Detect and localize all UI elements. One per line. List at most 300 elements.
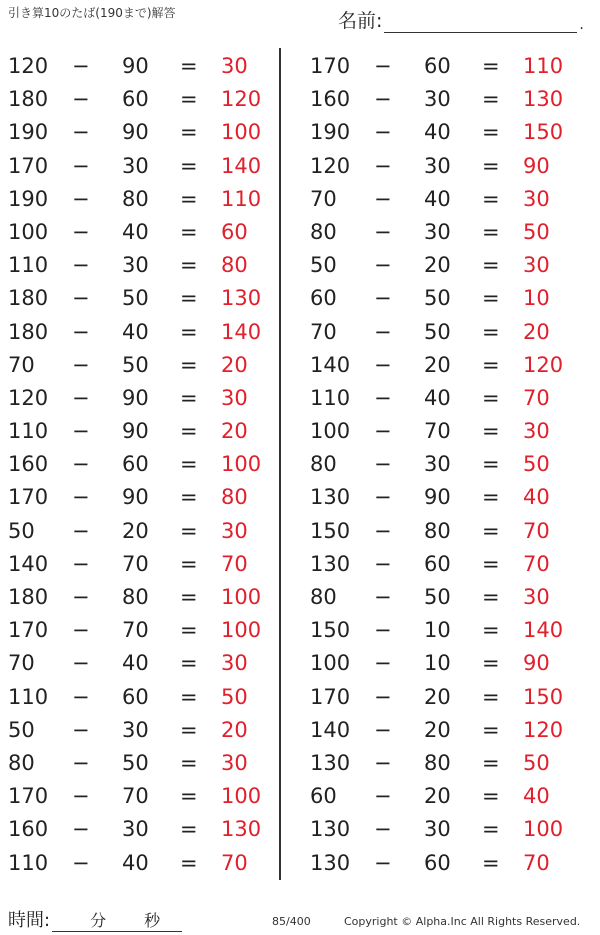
answer: 20 bbox=[221, 419, 248, 444]
answer: 20 bbox=[221, 717, 248, 742]
equals-sign: = bbox=[482, 54, 500, 78]
minuend: 170 bbox=[8, 485, 49, 510]
subtrahend: 90 bbox=[122, 419, 149, 444]
subtrahend: 50 bbox=[424, 585, 451, 609]
minuend: 60 bbox=[310, 784, 337, 809]
problem-row bbox=[302, 382, 592, 415]
subtrahend: 70 bbox=[122, 618, 149, 643]
equals-sign: = bbox=[482, 784, 500, 809]
subtrahend: 10 bbox=[424, 618, 451, 643]
minus-sign: − bbox=[374, 651, 392, 676]
name-label: 名前: bbox=[338, 10, 383, 32]
minuend: 70 bbox=[8, 352, 35, 377]
subtrahend: 40 bbox=[424, 186, 451, 211]
answer: 50 bbox=[523, 750, 550, 775]
subtrahend: 80 bbox=[122, 585, 149, 609]
equals-sign: = bbox=[482, 485, 500, 510]
problem-row bbox=[302, 681, 592, 714]
worksheet-title: 引き算10のたば(190まで)解答 bbox=[8, 6, 176, 20]
answer: 100 bbox=[221, 784, 262, 809]
minuend: 190 bbox=[8, 120, 49, 145]
name-blank-line bbox=[384, 12, 577, 33]
minus-sign: − bbox=[374, 850, 392, 875]
minus-sign: − bbox=[72, 485, 90, 510]
minus-sign: − bbox=[374, 54, 392, 78]
minus-sign: − bbox=[374, 153, 392, 178]
answer: 70 bbox=[523, 850, 550, 875]
problem-row bbox=[0, 116, 290, 149]
minus-sign: − bbox=[374, 585, 392, 609]
minuend: 110 bbox=[8, 850, 49, 875]
subtrahend: 80 bbox=[122, 186, 149, 211]
page-number: 85/400 bbox=[272, 915, 311, 928]
minus-sign: − bbox=[72, 452, 90, 477]
subtrahend: 20 bbox=[122, 518, 149, 543]
equals-sign: = bbox=[482, 717, 500, 742]
equals-sign: = bbox=[180, 518, 198, 543]
subtrahend: 40 bbox=[424, 385, 451, 410]
equals-sign: = bbox=[180, 352, 198, 377]
problem-row bbox=[302, 481, 592, 514]
problem-row bbox=[0, 548, 290, 581]
answer: 90 bbox=[523, 651, 550, 676]
answer: 30 bbox=[221, 651, 248, 676]
problem-row bbox=[302, 116, 592, 149]
minus-sign: − bbox=[374, 717, 392, 742]
equals-sign: = bbox=[482, 186, 500, 211]
answer: 30 bbox=[523, 253, 550, 278]
answer: 30 bbox=[221, 54, 248, 78]
minuend: 140 bbox=[310, 717, 351, 742]
minus-sign: − bbox=[374, 485, 392, 510]
equals-sign: = bbox=[482, 750, 500, 775]
problem-row bbox=[302, 83, 592, 116]
equals-sign: = bbox=[482, 319, 500, 344]
minus-sign: − bbox=[72, 551, 90, 576]
answer: 30 bbox=[221, 750, 248, 775]
problem-row bbox=[302, 415, 592, 448]
minuend: 180 bbox=[8, 319, 49, 344]
minus-sign: − bbox=[374, 253, 392, 278]
minuend: 170 bbox=[8, 153, 49, 178]
minus-sign: − bbox=[72, 651, 90, 676]
subtrahend: 40 bbox=[424, 120, 451, 145]
problem-row bbox=[0, 183, 290, 216]
answer: 10 bbox=[523, 286, 550, 311]
minus-sign: − bbox=[72, 319, 90, 344]
subtrahend: 30 bbox=[424, 219, 451, 244]
answer: 50 bbox=[523, 219, 550, 244]
answer: 130 bbox=[221, 286, 262, 311]
minus-sign: − bbox=[374, 750, 392, 775]
answer: 150 bbox=[523, 120, 564, 145]
answer: 120 bbox=[523, 352, 564, 377]
minus-sign: − bbox=[72, 186, 90, 211]
subtrahend: 20 bbox=[424, 253, 451, 278]
minuend: 170 bbox=[310, 684, 351, 709]
subtrahend: 90 bbox=[122, 385, 149, 410]
problem-row bbox=[302, 780, 592, 813]
subtrahend: 40 bbox=[122, 651, 149, 676]
problem-row bbox=[302, 249, 592, 282]
problem-row bbox=[302, 647, 592, 680]
equals-sign: = bbox=[180, 253, 198, 278]
equals-sign: = bbox=[482, 585, 500, 609]
subtrahend: 90 bbox=[122, 54, 149, 78]
problem-row bbox=[302, 150, 592, 183]
problem-row bbox=[0, 581, 290, 614]
subtrahend: 30 bbox=[424, 817, 451, 842]
subtrahend: 50 bbox=[424, 286, 451, 311]
subtrahend: 10 bbox=[424, 651, 451, 676]
equals-sign: = bbox=[180, 750, 198, 775]
left-problem-column bbox=[0, 50, 290, 880]
problem-row bbox=[0, 50, 290, 83]
answer: 30 bbox=[221, 385, 248, 410]
problem-row bbox=[0, 83, 290, 116]
minuend: 80 bbox=[310, 585, 337, 609]
minus-sign: − bbox=[72, 286, 90, 311]
minuend: 180 bbox=[8, 87, 49, 112]
minus-sign: − bbox=[72, 219, 90, 244]
minuend: 130 bbox=[310, 817, 351, 842]
subtrahend: 60 bbox=[424, 551, 451, 576]
answer: 130 bbox=[221, 817, 262, 842]
answer: 50 bbox=[221, 684, 248, 709]
minus-sign: − bbox=[374, 551, 392, 576]
minus-sign: − bbox=[72, 253, 90, 278]
minus-sign: − bbox=[374, 385, 392, 410]
minuend: 170 bbox=[8, 784, 49, 809]
minuend: 140 bbox=[310, 352, 351, 377]
problem-row bbox=[0, 150, 290, 183]
equals-sign: = bbox=[482, 385, 500, 410]
equals-sign: = bbox=[482, 452, 500, 477]
minuend: 190 bbox=[310, 120, 351, 145]
problem-row bbox=[0, 415, 290, 448]
problem-row bbox=[0, 515, 290, 548]
subtrahend: 30 bbox=[424, 153, 451, 178]
subtrahend: 60 bbox=[122, 87, 149, 112]
minus-sign: − bbox=[72, 518, 90, 543]
minus-sign: − bbox=[374, 518, 392, 543]
equals-sign: = bbox=[180, 850, 198, 875]
subtrahend: 30 bbox=[122, 817, 149, 842]
minuend: 120 bbox=[8, 54, 49, 78]
minuend: 150 bbox=[310, 618, 351, 643]
subtrahend: 30 bbox=[424, 87, 451, 112]
subtrahend: 80 bbox=[424, 750, 451, 775]
answer: 130 bbox=[523, 87, 564, 112]
equals-sign: = bbox=[482, 87, 500, 112]
problem-row bbox=[0, 316, 290, 349]
time-blank-line bbox=[52, 911, 182, 932]
equals-sign: = bbox=[482, 618, 500, 643]
minus-sign: − bbox=[72, 717, 90, 742]
minuend: 160 bbox=[8, 452, 49, 477]
subtrahend: 90 bbox=[424, 485, 451, 510]
answer: 100 bbox=[221, 120, 262, 145]
right-problem-column bbox=[302, 50, 592, 880]
problem-row bbox=[302, 183, 592, 216]
minuend: 110 bbox=[8, 253, 49, 278]
equals-sign: = bbox=[180, 120, 198, 145]
problem-row bbox=[302, 448, 592, 481]
answer: 30 bbox=[523, 419, 550, 444]
minuend: 190 bbox=[8, 186, 49, 211]
subtrahend: 40 bbox=[122, 219, 149, 244]
minuend: 140 bbox=[8, 551, 49, 576]
minus-sign: − bbox=[72, 153, 90, 178]
minuend: 50 bbox=[8, 717, 35, 742]
minus-sign: − bbox=[72, 352, 90, 377]
minuend: 180 bbox=[8, 286, 49, 311]
equals-sign: = bbox=[180, 87, 198, 112]
problem-row bbox=[302, 349, 592, 382]
equals-sign: = bbox=[180, 551, 198, 576]
problem-row bbox=[0, 249, 290, 282]
problem-row bbox=[302, 316, 592, 349]
seconds-label: 秒 bbox=[144, 911, 161, 930]
equals-sign: = bbox=[180, 618, 198, 643]
minus-sign: − bbox=[374, 352, 392, 377]
equals-sign: = bbox=[482, 153, 500, 178]
subtrahend: 50 bbox=[122, 750, 149, 775]
minus-sign: − bbox=[72, 684, 90, 709]
answer: 100 bbox=[523, 817, 564, 842]
minus-sign: − bbox=[72, 419, 90, 444]
answer: 110 bbox=[523, 54, 564, 78]
subtrahend: 90 bbox=[122, 485, 149, 510]
subtrahend: 70 bbox=[122, 551, 149, 576]
minus-sign: − bbox=[72, 585, 90, 609]
equals-sign: = bbox=[482, 120, 500, 145]
answer: 70 bbox=[523, 518, 550, 543]
minuend: 130 bbox=[310, 750, 351, 775]
minuend: 170 bbox=[8, 618, 49, 643]
equals-sign: = bbox=[482, 684, 500, 709]
minus-sign: − bbox=[374, 419, 392, 444]
minus-sign: − bbox=[72, 385, 90, 410]
minus-sign: − bbox=[374, 120, 392, 145]
minuend: 50 bbox=[8, 518, 35, 543]
subtrahend: 30 bbox=[424, 452, 451, 477]
problem-row bbox=[0, 780, 290, 813]
equals-sign: = bbox=[180, 452, 198, 477]
name-field bbox=[338, 6, 584, 33]
subtrahend: 20 bbox=[424, 352, 451, 377]
minuend: 180 bbox=[8, 585, 49, 609]
equals-sign: = bbox=[482, 352, 500, 377]
equals-sign: = bbox=[180, 651, 198, 676]
minus-sign: − bbox=[374, 452, 392, 477]
minus-sign: − bbox=[374, 817, 392, 842]
answer: 20 bbox=[221, 352, 248, 377]
equals-sign: = bbox=[180, 717, 198, 742]
minuend: 110 bbox=[8, 419, 49, 444]
answer: 110 bbox=[221, 186, 262, 211]
problem-row bbox=[0, 216, 290, 249]
answer: 100 bbox=[221, 618, 262, 643]
subtrahend: 30 bbox=[122, 253, 149, 278]
answer: 40 bbox=[523, 485, 550, 510]
problem-row bbox=[302, 714, 592, 747]
answer: 100 bbox=[221, 452, 262, 477]
subtrahend: 20 bbox=[424, 784, 451, 809]
minus-sign: − bbox=[374, 286, 392, 311]
copyright-notice: Copyright © Alpha.Inc All Rights Reserved. bbox=[344, 915, 581, 928]
answer: 50 bbox=[523, 452, 550, 477]
minus-sign: − bbox=[72, 850, 90, 875]
problem-row bbox=[302, 581, 592, 614]
minuend: 110 bbox=[310, 385, 351, 410]
problem-row bbox=[0, 813, 290, 846]
name-end-dot: . bbox=[579, 17, 584, 33]
equals-sign: = bbox=[180, 817, 198, 842]
subtrahend: 90 bbox=[122, 120, 149, 145]
minuend: 100 bbox=[8, 219, 49, 244]
problem-row bbox=[0, 614, 290, 647]
minuend: 160 bbox=[310, 87, 351, 112]
answer: 80 bbox=[221, 253, 248, 278]
equals-sign: = bbox=[482, 518, 500, 543]
problem-row bbox=[302, 282, 592, 315]
subtrahend: 80 bbox=[424, 518, 451, 543]
minuend: 130 bbox=[310, 485, 351, 510]
subtrahend: 60 bbox=[122, 684, 149, 709]
subtrahend: 20 bbox=[424, 684, 451, 709]
equals-sign: = bbox=[482, 551, 500, 576]
equals-sign: = bbox=[180, 54, 198, 78]
problem-row bbox=[0, 847, 290, 880]
minus-sign: − bbox=[72, 750, 90, 775]
minuend: 170 bbox=[310, 54, 351, 78]
equals-sign: = bbox=[180, 286, 198, 311]
minuend: 120 bbox=[8, 385, 49, 410]
problem-row bbox=[0, 448, 290, 481]
problem-row bbox=[0, 681, 290, 714]
equals-sign: = bbox=[180, 585, 198, 609]
minuend: 120 bbox=[310, 153, 351, 178]
equals-sign: = bbox=[482, 286, 500, 311]
problem-row bbox=[0, 481, 290, 514]
answer: 140 bbox=[221, 153, 262, 178]
subtrahend: 20 bbox=[424, 717, 451, 742]
subtrahend: 40 bbox=[122, 850, 149, 875]
minus-sign: − bbox=[72, 54, 90, 78]
minus-sign: − bbox=[72, 784, 90, 809]
answer: 60 bbox=[221, 219, 248, 244]
minuend: 100 bbox=[310, 651, 351, 676]
problem-row bbox=[302, 216, 592, 249]
answer: 70 bbox=[221, 850, 248, 875]
answer: 20 bbox=[523, 319, 550, 344]
minuend: 150 bbox=[310, 518, 351, 543]
minus-sign: − bbox=[374, 319, 392, 344]
minuend: 160 bbox=[8, 817, 49, 842]
equals-sign: = bbox=[180, 319, 198, 344]
problem-row bbox=[302, 50, 592, 83]
equals-sign: = bbox=[180, 153, 198, 178]
answer: 150 bbox=[523, 684, 564, 709]
equals-sign: = bbox=[180, 784, 198, 809]
minuend: 70 bbox=[8, 651, 35, 676]
subtrahend: 50 bbox=[122, 352, 149, 377]
equals-sign: = bbox=[482, 253, 500, 278]
subtrahend: 50 bbox=[424, 319, 451, 344]
equals-sign: = bbox=[482, 817, 500, 842]
minus-sign: − bbox=[72, 87, 90, 112]
equals-sign: = bbox=[482, 219, 500, 244]
answer: 40 bbox=[523, 784, 550, 809]
problem-row bbox=[0, 349, 290, 382]
problem-row bbox=[302, 548, 592, 581]
minuend: 70 bbox=[310, 319, 337, 344]
equals-sign: = bbox=[180, 419, 198, 444]
answer: 120 bbox=[523, 717, 564, 742]
subtrahend: 70 bbox=[122, 784, 149, 809]
time-field bbox=[8, 906, 182, 932]
minuend: 130 bbox=[310, 551, 351, 576]
minus-sign: − bbox=[374, 186, 392, 211]
problem-row bbox=[302, 813, 592, 846]
subtrahend: 30 bbox=[122, 153, 149, 178]
answer: 30 bbox=[221, 518, 248, 543]
answer: 70 bbox=[523, 551, 550, 576]
time-label: 時間: bbox=[8, 910, 51, 931]
equals-sign: = bbox=[482, 419, 500, 444]
problem-row bbox=[0, 714, 290, 747]
minus-sign: − bbox=[374, 784, 392, 809]
answer: 30 bbox=[523, 186, 550, 211]
minuend: 110 bbox=[8, 684, 49, 709]
minus-sign: − bbox=[374, 219, 392, 244]
equals-sign: = bbox=[180, 485, 198, 510]
problem-row bbox=[302, 747, 592, 780]
equals-sign: = bbox=[180, 385, 198, 410]
minuend: 70 bbox=[310, 186, 337, 211]
subtrahend: 30 bbox=[122, 717, 149, 742]
subtrahend: 60 bbox=[122, 452, 149, 477]
minus-sign: − bbox=[72, 817, 90, 842]
minuend: 130 bbox=[310, 850, 351, 875]
answer: 140 bbox=[523, 618, 564, 643]
problem-row bbox=[302, 515, 592, 548]
problem-row bbox=[302, 847, 592, 880]
minus-sign: − bbox=[374, 618, 392, 643]
answer: 100 bbox=[221, 585, 262, 609]
problem-row bbox=[0, 747, 290, 780]
answer: 140 bbox=[221, 319, 262, 344]
minuend: 80 bbox=[8, 750, 35, 775]
answer: 90 bbox=[523, 153, 550, 178]
answer: 80 bbox=[221, 485, 248, 510]
minutes-label: 分 bbox=[90, 911, 107, 930]
equals-sign: = bbox=[180, 684, 198, 709]
equals-sign: = bbox=[180, 219, 198, 244]
minus-sign: − bbox=[72, 618, 90, 643]
problem-row bbox=[0, 647, 290, 680]
minus-sign: − bbox=[374, 87, 392, 112]
answer: 120 bbox=[221, 87, 262, 112]
answer: 30 bbox=[523, 585, 550, 609]
minuend: 80 bbox=[310, 452, 337, 477]
problem-row bbox=[0, 282, 290, 315]
minuend: 80 bbox=[310, 219, 337, 244]
answer: 70 bbox=[221, 551, 248, 576]
subtrahend: 50 bbox=[122, 286, 149, 311]
minus-sign: − bbox=[72, 120, 90, 145]
